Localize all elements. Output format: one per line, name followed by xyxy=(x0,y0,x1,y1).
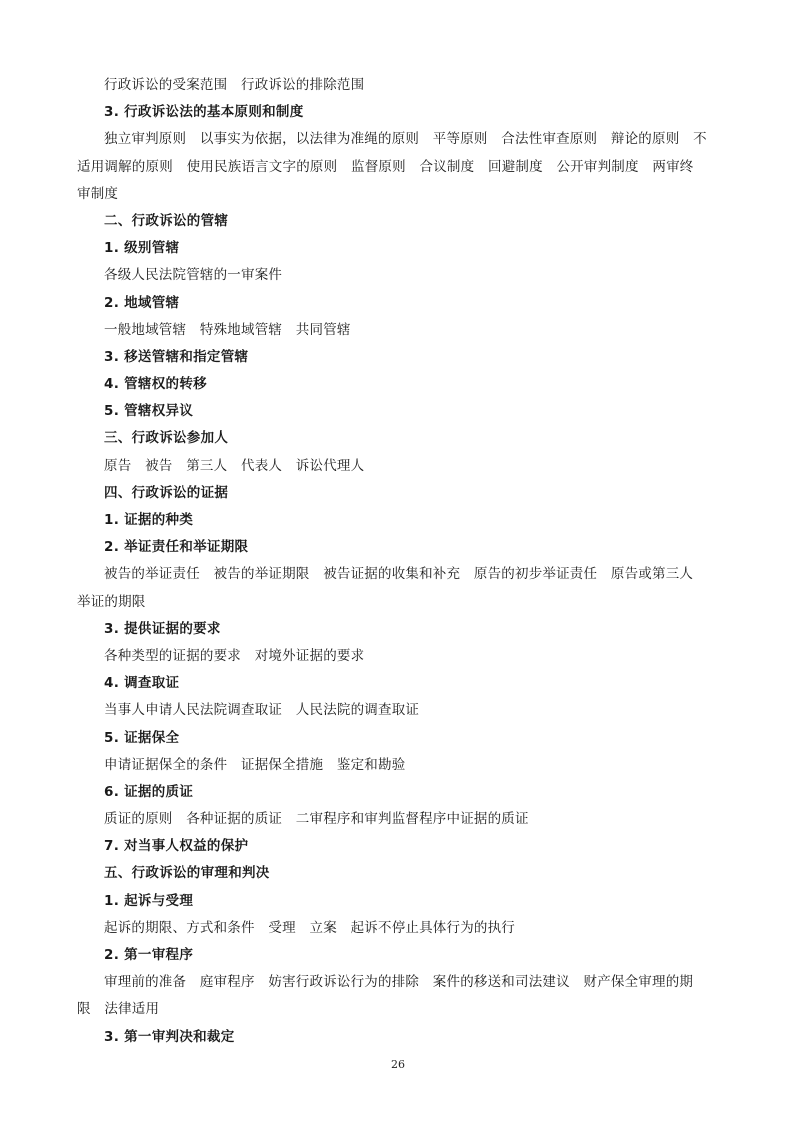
body-line: 被告的举证责任 被告的举证期限 被告证据的收集和补充 原告的初步举证责任 原告或第三人 xyxy=(104,566,694,583)
section-heading: 2. 第一审程序 xyxy=(104,947,194,963)
section-heading: 二、行政诉讼的管辖 xyxy=(104,212,229,229)
section-heading: 4. 管辖权的转移 xyxy=(104,376,207,393)
section-heading: 5. 证据保全 xyxy=(104,729,180,746)
section-heading: 4. 调查取证 xyxy=(104,675,180,692)
section-heading: 3. 行政诉讼法的基本原则和制度 xyxy=(104,104,304,121)
body-line: 各级人民法院管辖的一审案件 xyxy=(104,267,283,284)
page-content xyxy=(77,72,725,1051)
section-heading: 6. 证据的质证 xyxy=(104,783,194,800)
body-line: 审制度 xyxy=(77,185,119,202)
section-heading: 三、行政诉讼参加人 xyxy=(104,430,229,447)
body-line: 举证的期限 xyxy=(77,593,146,610)
section-heading: 1. 级别管辖 xyxy=(104,240,180,257)
section-heading: 3. 第一审判决和裁定 xyxy=(104,1028,235,1045)
section-heading: 2. 地域管辖 xyxy=(104,294,180,311)
section-heading: 2. 举证责任和举证期限 xyxy=(104,539,249,556)
section-heading: 3. 移送管辖和指定管辖 xyxy=(104,348,249,365)
section-heading: 1. 证据的种类 xyxy=(104,512,194,528)
body-line: 行政诉讼的受案范围 行政诉讼的排除范围 xyxy=(104,77,365,93)
body-line: 当事人申请人民法院调查取证 人民法院的调查取证 xyxy=(104,702,420,719)
section-heading: 3. 提供证据的要求 xyxy=(104,620,221,637)
body-line: 一般地域管辖 特殊地域管辖 共同管辖 xyxy=(104,321,351,338)
section-heading: 四、行政诉讼的证据 xyxy=(104,484,229,501)
body-line: 限 法律适用 xyxy=(77,1001,160,1018)
body-line: 申请证据保全的条件 证据保全措施 鉴定和勘验 xyxy=(104,756,406,773)
body-line: 原告 被告 第三人 代表人 诉讼代理人 xyxy=(104,457,365,474)
body-line: 起诉的期限、方式和条件 受理 立案 起诉不停止具体行为的执行 xyxy=(104,919,515,936)
body-line: 质证的原则 各种证据的质证 二审程序和审判监督程序中证据的质证 xyxy=(104,811,529,828)
body-line: 各种类型的证据的要求 对境外证据的要求 xyxy=(104,647,365,664)
body-line: 适用调解的原则 使用民族语言文字的原则 监督原则 合议制度 回避制度 公开审判制度 两审终 xyxy=(77,158,694,175)
section-heading: 5. 管辖权异议 xyxy=(104,403,194,420)
section-heading: 五、行政诉讼的审理和判决 xyxy=(104,865,270,882)
body-line: 独立审判原则 以事实为依据，以法律为准绳的原则 平等原则 合法性审查原则 辩论的原则 不 xyxy=(104,131,707,148)
section-heading: 7. 对当事人权益的保护 xyxy=(104,838,249,855)
page-number: 26 xyxy=(391,1058,405,1071)
section-heading: 1. 起诉与受理 xyxy=(104,892,194,909)
body-line: 审理前的准备 庭审程序 妨害行政诉讼行为的排除 案件的移送和司法建议 财产保全审理的期 xyxy=(104,974,694,991)
